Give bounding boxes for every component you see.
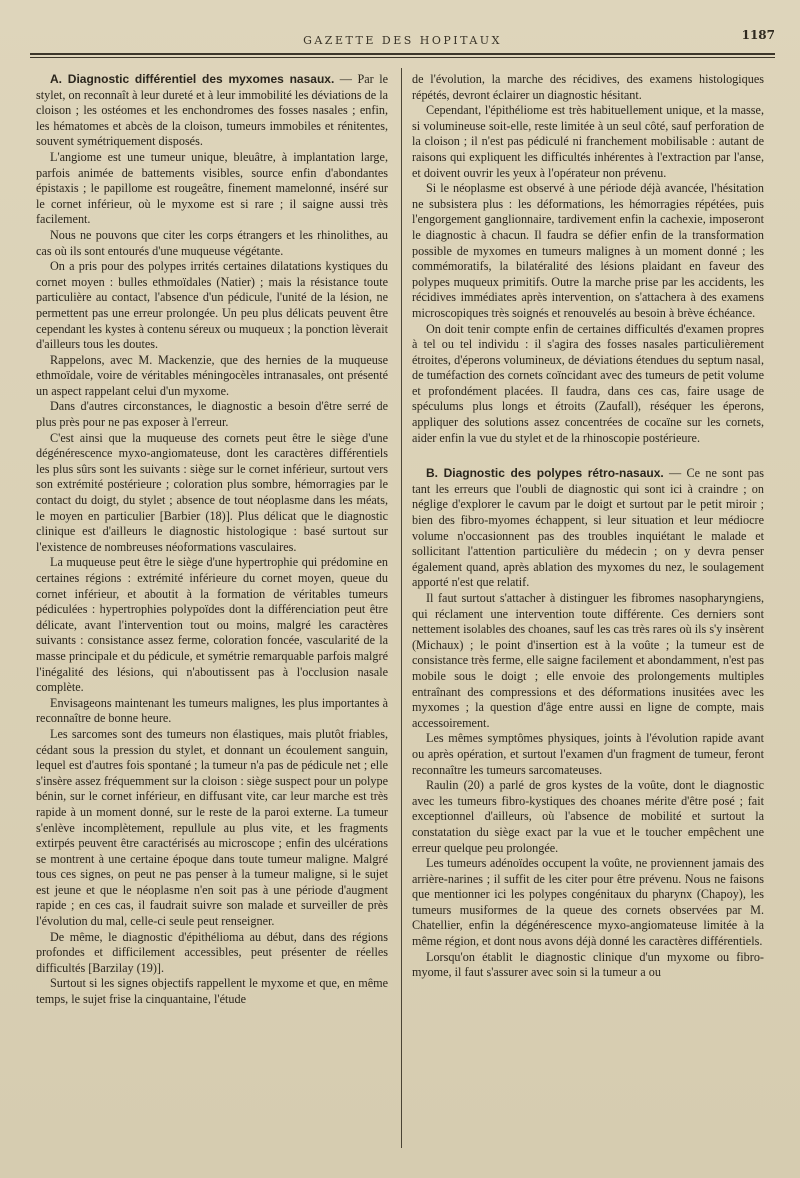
paragraph: Surtout si les signes objectifs rappellent le myxome et que, en même temps, le sujet frise la cinquantaine, l'étude [36,976,388,1007]
paragraph: Envisageons maintenant les tumeurs malignes, les plus importantes à reconnaître de bonne heure. [36,695,388,726]
paragraph: Si le néoplasme est observé à une période déjà avancée, l'hésitation ne subsistera plus : les déformations, les hémorragies répétées, puis l'engorgement ganglionnaire, tardivement enfin la cachexie, imposeront le diagnostic à chacun. Il faudra se défier enfin de la transformation possible de myxomes en tumeurs malignes à un moment donné ; les commémoratifs, la bilatéralité des lésions plaidant en faveur des polypes muqueux primitifs. Outre la marche prise par les accidents, les récidives immédiates après intervention, on s'attachera à des examens microscopiques très soignés et renouvelés au besoin à brève échéance. [412,181,764,320]
left-column [36,72,388,1008]
paragraph: La muqueuse peut être le siège d'une hypertrophie qui prédomine en certaines régions : extrémité inférieure du cornet moyen, queue du cornet inférieur, et aboutit à la formation de véritables tumeurs pédiculées : hypertrophies polypoïdes dont la différenciation peut être délicate, avant l'intervention tout ou moins, malgré les caractères suivants : consistance assez ferme, coloration foncée, vascularité de la masse principale et du pédicule, et symétrie remarquable parfois malgré l'inégalité des lésions, qui n'aboutissent pas à l'occlusion nasale complète. [36,555,388,695]
paragraph: Lorsqu'on établit le diagnostic clinique d'un myxome ou fibro-myome, il faut s'assurer avec soin si la tumeur a ou [412,949,764,980]
header-rule-thick [30,53,775,55]
section-b-intro: — Ce ne sont pas tant les erreurs que l'oubli de diagnostic qui sont ici à craindre ; on néglige d'explorer le cavum par le doigt et surtout par le petit miroir ; bien des fibro-myomes échappent, si leur situation et leur médiocre volume n'occasionnent pas des troubles inquiétant le malade et sollicitant l'attention particulière du médecin ; on y devra penser également quand, après ablation des myxomes du nez, le soulagement apporté n'est que relatif. [412,466,765,590]
paragraph: Il faut surtout s'attacher à distinguer les fibromes nasopharyngiens, qui réclament une intervention toute différente. Ces derniers sont nettement isolables des choanes, sauf les cas très rares où ils s'y insèrent (Michaux) ; le point d'insertion est à la voûte ; la tumeur est de consistance très ferme, elle saigne facilement et abondamment, n'est pas mobile sous le doigt ; elle envoie des prolongements multiples entraînant des compressions et des déformations inusitées avec les myxomes ; la question d'âge entre aussi en ligne de compte, mais accessoirement. [412,591,764,730]
paragraph: Dans d'autres circonstances, le diagnostic a besoin d'être serré de plus près pour ne pas exposer à l'erreur. [36,399,388,430]
paragraph: De même, le diagnostic d'épithélioma au début, dans des régions profondes et difficilement accessibles, peut présenter de réelles difficultés [Barzilay (19)]. [36,929,388,975]
running-title: GAZETTE DES HOPITAUX [303,34,502,47]
paragraph: L'angiome est une tumeur unique, bleuâtre, à implantation large, parfois animée de battements visibles, source enfin d'abondantes épistaxis ; le papillome est rougeâtre, finement mamelonné, inséré sur le cornet inférieur, où le myxome est si rare ; il saigne aussi très facilement. [36,149,388,227]
column-divider [401,68,402,1148]
header-rule-thin [30,57,775,58]
paragraph: Les sarcomes sont des tumeurs non élastiques, mais plutôt friables, cédant sous la pression du stylet, et donnant un écoulement sanguin, lequel est d'autres fois spontané ; la tumeur n'a pas de pédicule net ; elle s'insère assez fréquemment sur la cloison : siège suspect pour un polype bénin, sur le cornet inférieur, en diffusant vite, car leur marche est très rapide à un moment donné, sur le reste de la paroi externe. La tumeur s'enlève incomplètement, repullule au plus vite, et les fragments extirpés peuvent être caractérisés au microscope ; enfin des ulcérations se montrent à une certaine époque dans toute tumeur maligne. Malgré tous ces signes, on peut ne pas penser à la tumeur maligne, si le sujet est jeune et que le néoplasme n'en soit pas à une période d'augment rapide ; en ces cas, il faudrait suivre son malade et surveiller de près l'évolution du mal, celle-ci seule peut renseigner. [36,726,388,929]
paragraph: On a pris pour des polypes irrités certaines dilatations kystiques du cornet moyen : bulles ethmoïdales (Natier) ; mais la résistance toute particulière au contact, l'absence d'un pédicule, l'unité de la lésion, ne permettent pas une erreur prolongée. Un peu plus délicats peuvent être cependant les kystes à contenu séreux ou muqueux ; la ponction lèverait d'ailleurs tous les doutes. [36,259,388,352]
section-b-heading: B. Diagnostic des polypes rétro-nasaux. [426,466,664,481]
continuation-paragraph: de l'évolution, la marche des récidives, des examens histologiques répétés, devront éclairer un diagnostic hésitant. [412,72,764,102]
paragraph: Nous ne pouvons que citer les corps étrangers et les rhinolithes, au cas où ils sont entourés d'une muqueuse végétante. [36,227,388,258]
paragraph: Les mêmes symptômes physiques, joints à l'évolution rapide avant ou après opération, et surtout l'examen d'un fragment de tumeur, feront reconnaître les tumeurs sarcomateuses. [412,731,764,777]
page-number: 1187 [741,28,775,42]
page-header [30,28,775,50]
paragraph: C'est ainsi que la muqueuse des cornets peut être le siège d'une dégénérescence myxo-angiomateuse, dont les caractères différentiels les plus sûrs sont les suivants : siège sur le cornet inférieur, surtout vers son extrémité postérieure ; coloration plus sombre, hémorragies par le contact du doigt, du stylet ; absence de tout néoplasme dans les méats, le moyen en particulier [Barbier (18)]. Plus délicat que le diagnostic clinique est d'ailleurs le diagnostic histologique : basé surtout sur l'existence de nombreuses néoformations vasculaires. [36,430,388,554]
paragraph: Les tumeurs adénoïdes occupent la voûte, ne proviennent jamais des arrière-narines ; il suffit de les citer pour être prévenu. Nous ne faisons que mentionner ici les polypes congénitaux du pharynx (Chapoy), les tumeurs musiformes de la queue des cornets observées par M. Chatellier, enfin la dégénérescence myxo-angiomateuse limitée à la même région, et dont nous avons déjà donné les caractères différentiels. [412,856,764,949]
paragraph: Rappelons, avec M. Mackenzie, que des hernies de la muqueuse ethmoïdale, voire de véritables méningocèles intranasales, ont présenté un aspect rappelant celui d'un myxome. [36,352,388,398]
section-b-opening [412,466,764,591]
section-a-opening [36,72,388,150]
paragraph: Cependant, l'épithéliome est très habituellement unique, et la masse, si volumineuse soit-elle, reste limitée à un seul côté, sauf perforation de la cloison ; il n'est pas pédiculé ni franchement mobilisable : autant de raisons qui expliquent les difficultés inhérentes à l'extraction par l'anse, et doivent ouvrir les yeux à l'opérateur non prévenu. [412,103,764,180]
section-a-heading: A. Diagnostic différentiel des myxomes nasaux. [50,72,335,86]
right-column [412,72,764,981]
section-a-intro: — Par le stylet, on reconnaît à leur dureté et à leur immobilité les déviations de la cloison ; les ostéomes et les enchondromes des fosses nasales ; enfin, les hématomes et abcès de la cloison, tumeurs immobiles et rénitentes, souvent symétriquement disposés. [36,72,388,149]
paragraph: Raulin (20) a parlé de gros kystes de la voûte, dont le diagnostic avec les tumeurs fibro-kystiques des choanes mérite d'être posé ; fait exceptionnel d'ailleurs, où l'absence de mobilité et surtout la constatation du siège exact par la vue et le toucher empêchent une erreur quelque peu prolongée. [412,778,764,855]
paragraph: On doit tenir compte enfin de certaines difficultés d'examen propres à tel ou tel individu : il s'agira des fosses nasales particulièrement étroites, d'éperons volumineux, de déviations étendues du septum nasal, de tuméfaction des cornets coïncidant avec des tumeurs de petit volume et profondément placées. Il faudra, dans ces cas, faire usage de spéculums plus longs et étroits (Zaufall), réséquer les éperons, appliquer des solutions assez concentrées de cocaïne sur les cornets, aider enfin la vue du stylet et de la rhinoscopie postérieure. [412,321,764,445]
